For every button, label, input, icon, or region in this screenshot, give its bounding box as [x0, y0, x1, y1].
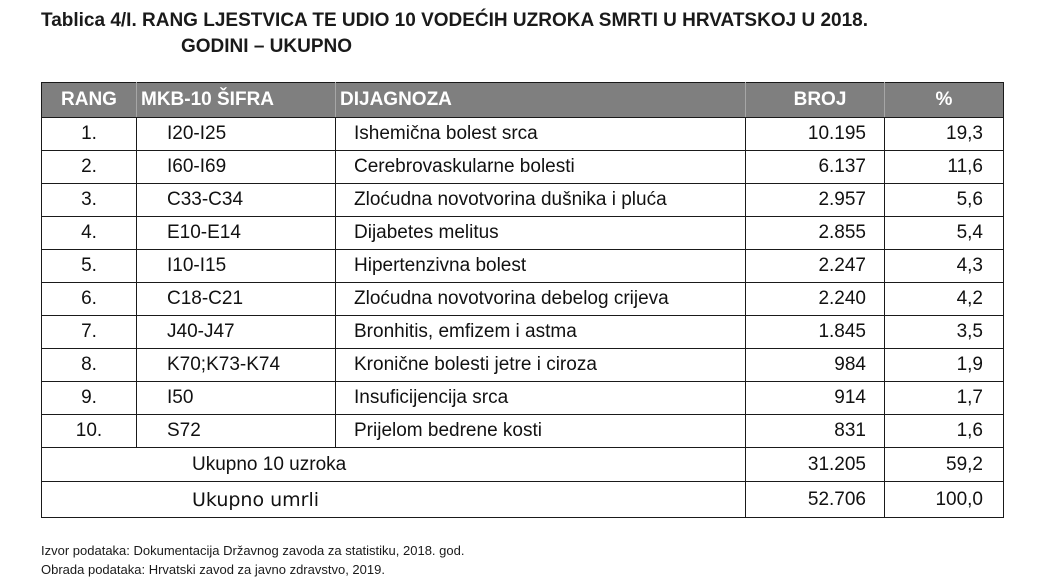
cell-percent: 5,4 [885, 217, 1004, 250]
cell-broj: 1.845 [746, 316, 885, 349]
title-line-2: GODINI – UKUPNO [181, 36, 353, 57]
cell-rang: 7. [42, 316, 137, 349]
cell-rang: 9. [42, 382, 137, 415]
table-row [42, 184, 1004, 217]
cell-rang: 8. [42, 349, 137, 382]
table-row [42, 382, 1004, 415]
cell-dijagnoza: Prijelom bedrene kosti [336, 415, 746, 448]
cell-mkb: C18-C21 [137, 283, 336, 316]
total-percent: 100,0 [885, 482, 1004, 518]
cell-broj: 984 [746, 349, 885, 382]
cell-mkb: I50 [137, 382, 336, 415]
title-line-1: Tablica 4/I. RANG LJESTVICA TE UDIO 10 VODEĆIH UZROKA SMRTI U HRVATSKOJ U 2018. [41, 10, 869, 31]
cell-dijagnoza: Bronhitis, emfizem i astma [336, 316, 746, 349]
total-label: Ukupno 10 uzroka [42, 448, 746, 482]
table-header-row [42, 83, 1004, 118]
table-row [42, 217, 1004, 250]
table-row [42, 151, 1004, 184]
cell-rang: 1. [42, 118, 137, 151]
cell-rang: 3. [42, 184, 137, 217]
header-broj: BROJ [746, 83, 885, 118]
cell-dijagnoza: Zloćudna novotvorina debelog crijeva [336, 283, 746, 316]
total-broj: 31.205 [746, 448, 885, 482]
cell-rang: 4. [42, 217, 137, 250]
cell-broj: 10.195 [746, 118, 885, 151]
table-body [42, 118, 1004, 518]
cell-percent: 11,6 [885, 151, 1004, 184]
cell-percent: 1,7 [885, 382, 1004, 415]
footer-notes [41, 541, 464, 579]
table-row [42, 118, 1004, 151]
cell-mkb: I60-I69 [137, 151, 336, 184]
table-row [42, 415, 1004, 448]
cell-rang: 5. [42, 250, 137, 283]
header-mkb: MKB-10 ŠIFRA [137, 83, 336, 118]
cell-dijagnoza: Dijabetes melitus [336, 217, 746, 250]
cell-dijagnoza: Cerebrovaskularne bolesti [336, 151, 746, 184]
footer-processing: Obrada podataka: Hrvatski zavod za javno zdravstvo, 2019. [41, 562, 385, 577]
cell-mkb: J40-J47 [137, 316, 336, 349]
total-label: Ukupno umrli [42, 482, 746, 518]
cell-broj: 6.137 [746, 151, 885, 184]
total-row [42, 448, 1004, 482]
footer-source: Izvor podataka: Dokumentacija Državnog zavoda za statistiku, 2018. god. [41, 543, 465, 558]
table-row [42, 283, 1004, 316]
cell-percent: 1,6 [885, 415, 1004, 448]
table-row [42, 349, 1004, 382]
total-row [42, 482, 1004, 518]
cell-mkb: E10-E14 [137, 217, 336, 250]
cell-broj: 2.855 [746, 217, 885, 250]
cell-mkb: S72 [137, 415, 336, 448]
cell-percent: 3,5 [885, 316, 1004, 349]
cell-dijagnoza: Insuficijencija srca [336, 382, 746, 415]
document-title [41, 8, 1031, 60]
cell-dijagnoza: Zloćudna novotvorina dušnika i pluća [336, 184, 746, 217]
cell-mkb: I10-I15 [137, 250, 336, 283]
cell-percent: 5,6 [885, 184, 1004, 217]
cell-percent: 4,2 [885, 283, 1004, 316]
cell-rang: 10. [42, 415, 137, 448]
header-percent: % [885, 83, 1004, 118]
cell-broj: 2.247 [746, 250, 885, 283]
table-row [42, 316, 1004, 349]
cell-mkb: K70;K73-K74 [137, 349, 336, 382]
cell-percent: 4,3 [885, 250, 1004, 283]
cell-broj: 2.240 [746, 283, 885, 316]
header-dijagnoza: DIJAGNOZA [336, 83, 746, 118]
cell-rang: 6. [42, 283, 137, 316]
cell-broj: 2.957 [746, 184, 885, 217]
causes-of-death-table [41, 82, 1004, 518]
total-percent: 59,2 [885, 448, 1004, 482]
table-row [42, 250, 1004, 283]
cell-broj: 831 [746, 415, 885, 448]
cell-dijagnoza: Ishemična bolest srca [336, 118, 746, 151]
cell-dijagnoza: Hipertenzivna bolest [336, 250, 746, 283]
cell-rang: 2. [42, 151, 137, 184]
cell-percent: 19,3 [885, 118, 1004, 151]
cell-mkb: I20-I25 [137, 118, 336, 151]
cell-percent: 1,9 [885, 349, 1004, 382]
cell-broj: 914 [746, 382, 885, 415]
total-broj: 52.706 [746, 482, 885, 518]
cell-mkb: C33-C34 [137, 184, 336, 217]
cell-dijagnoza: Kronične bolesti jetre i ciroza [336, 349, 746, 382]
header-rang: RANG [42, 83, 137, 118]
